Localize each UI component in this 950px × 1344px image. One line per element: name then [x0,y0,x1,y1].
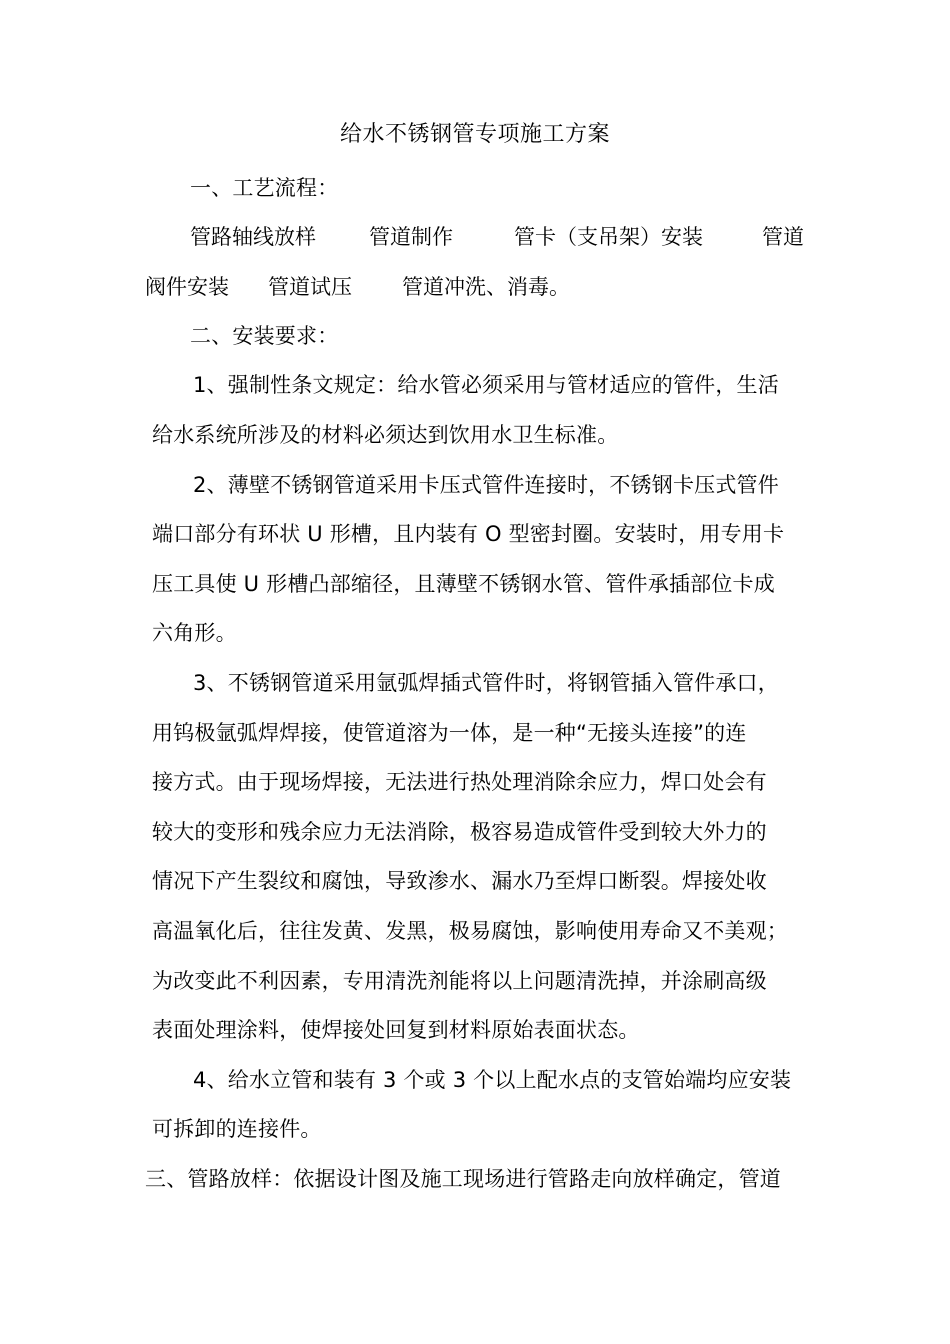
paragraph-line: 表面处理涂料，使焊接处回复到材料原始表面状态。 [152,1018,640,1042]
paragraph-line: 2、薄壁不锈钢管道采用卡压式管件连接时，不锈钢卡压式管件 [193,473,779,497]
paragraph-line: 为改变此不利因素，专用清洗剂能将以上问题清洗掉，并涂刷高级 [152,969,767,993]
paragraph-line: 可拆卸的连接件。 [152,1117,322,1141]
paragraph-line: 4、给水立管和装有 3 个或 3 个以上配水点的支管始端均应安装 [193,1068,792,1092]
flow-step: 管道制作 [369,225,453,249]
paragraph-line: 接方式。由于现场焊接，无法进行热处理消除余应力，焊口处会有 [152,770,767,794]
section-heading-requirements: 二、安装要求： [190,324,339,348]
flow-step: 管卡（支吊架）安装 [514,225,703,249]
flow-step: 阀件安装 [145,275,229,299]
paragraph-line: 端口部分有环状 U 形槽，且内装有 O 型密封圈。安装时，用专用卡 [152,522,785,546]
paragraph-line: 情况下产生裂纹和腐蚀，导致渗水、漏水乃至焊口断裂。焊接处收 [152,869,767,893]
paragraph-line: 用钨极氩弧焊焊接，使管道溶为一体，是一种“无接头连接”的连 [152,721,747,745]
flow-step: 管道 [762,225,804,249]
section-heading-layout: 三、管路放样：依据设计图及施工现场进行管路走向放样确定，管道 [145,1167,781,1191]
paragraph-line: 3、不锈钢管道采用氩弧焊插式管件时，将钢管插入管件承口， [193,671,779,695]
paragraph-line: 压工具使 U 形槽凸部缩径，且薄壁不锈钢水管、管件承插部位卡成 [152,572,775,596]
section-heading-process: 一、工艺流程： [190,176,339,200]
paragraph-line: 六角形。 [152,621,237,645]
paragraph-line: 1、强制性条文规定：给水管必须采用与管材适应的管件，生活 [193,373,779,397]
document-title: 给水不锈钢管专项施工方案 [339,122,610,147]
flow-step: 管路轴线放样 [190,225,316,249]
flow-step: 管道试压 [268,275,352,299]
paragraph-line: 给水系统所涉及的材料必须达到饮用水卫生标准。 [152,423,619,447]
paragraph-line: 高温氧化后，往往发黄、发黑，极易腐蚀，影响使用寿命又不美观； [152,919,788,943]
flow-step: 管道冲洗、消毒。 [402,275,570,299]
paragraph-line: 较大的变形和残余应力无法消除，极容易造成管件受到较大外力的 [152,820,767,844]
